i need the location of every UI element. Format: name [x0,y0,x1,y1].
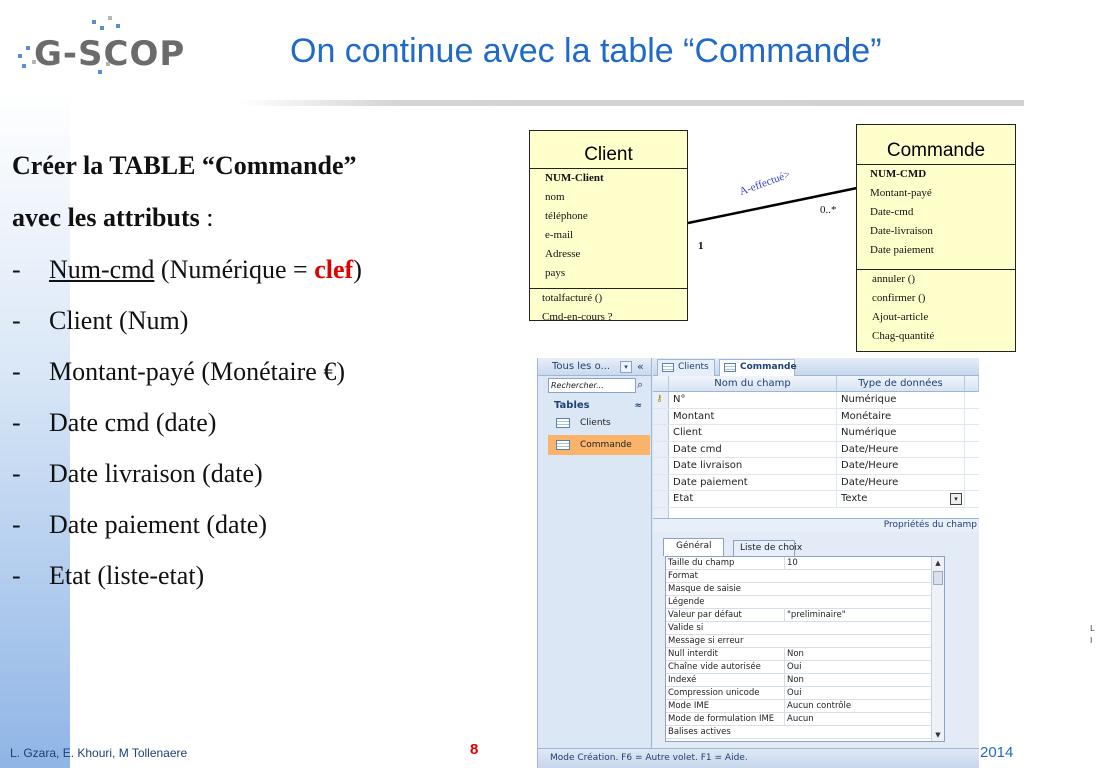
data-type-cell[interactable]: Numérique [837,392,965,408]
uml-attribute: pays [545,267,566,279]
property-row[interactable] [666,570,932,583]
bullet-dash: - [12,510,21,539]
intro-colon: : [199,203,214,232]
uml-operation: Cmd-en-cours ? [542,311,613,323]
uml-operation: Ajout-article [872,311,929,323]
document-tabs [653,358,979,376]
tab-label: Clients [678,362,709,372]
property-row[interactable] [666,557,932,570]
row-selector[interactable] [653,392,669,408]
table-row[interactable] [653,475,979,492]
field-name-cell[interactable]: Client [669,425,837,441]
tab-lookup[interactable]: Liste de choix [733,540,795,556]
bullet-dash: - [12,357,21,386]
scroll-down-icon[interactable]: ▼ [935,731,941,739]
table-icon [662,363,674,372]
row-selector-header [653,376,669,392]
bullet-etat [12,550,512,601]
table-row[interactable] [653,409,979,426]
field-name-cell[interactable]: Date cmd [669,442,837,458]
data-type-cell[interactable]: Date/Heure [837,442,965,458]
footer-authors: L. Gzara, E. Khouri, M Tollenaere [10,746,188,760]
property-name: Légende [668,597,705,607]
uml-attribute: NUM-CMD [870,168,927,180]
table-icon [556,418,570,428]
property-value[interactable]: Non [784,674,932,686]
bullet-dash: - [12,408,21,437]
scroll-thumb[interactable] [933,571,943,585]
uml-attributes [530,169,687,288]
group-collapse-icon[interactable]: ≈ [634,401,642,411]
property-name: Null interdit [668,649,718,659]
uml-attribute: Date-cmd [870,206,914,218]
nav-search-input[interactable]: Rechercher... [548,378,636,393]
uml-attribute: Montant-payé [870,187,932,199]
uml-attribute: nom [545,191,565,203]
bullet-date-livraison [12,448,512,499]
property-value[interactable]: Oui [784,687,932,699]
property-value[interactable]: 10 [784,557,932,569]
nav-dropdown-icon[interactable]: ▾ [620,361,632,373]
tab-general[interactable]: Général [663,538,724,556]
nav-header-label: Tous les o... [552,361,611,372]
page-number: 8 [470,741,479,758]
row-selector[interactable] [653,409,669,425]
multiplicity-client: 1 [698,240,704,252]
table-row[interactable] [653,491,979,508]
property-row[interactable] [666,635,932,648]
data-type-value: Texte [841,493,868,504]
property-name: Valeur par défaut [668,610,742,620]
help-text-fragment: L [1090,624,1095,633]
property-name: Masque de saisie [668,584,742,594]
intro-line-1: Créer la TABLE “Commande” [12,151,357,180]
property-row[interactable] [666,674,932,687]
table-row[interactable] [653,425,979,442]
table-row[interactable] [653,392,979,409]
property-value[interactable]: Oui [784,661,932,673]
property-value[interactable]: Aucun [784,713,932,725]
row-selector[interactable] [653,425,669,441]
tab-clients[interactable] [657,359,715,376]
field-name-cell[interactable]: Montant [669,409,837,425]
uml-operation: annuler () [872,273,916,285]
property-name: Chaîne vide autorisée [668,662,761,672]
field-name-cell[interactable]: Date livraison [669,458,837,474]
table-icon [724,363,736,372]
uml-attribute: e-mail [545,229,574,241]
property-row[interactable] [666,583,932,596]
row-selector[interactable] [653,491,669,507]
help-text-fragment: I [1090,636,1093,645]
property-name: Taille du champ [668,558,735,568]
scroll-up-icon[interactable]: ▲ [935,559,941,567]
field-design-grid [653,376,979,521]
property-row[interactable] [666,687,932,700]
field-name-cell[interactable]: N° [669,392,837,408]
logo-text: G-SCOP [34,34,186,74]
nav-header[interactable] [538,358,651,376]
property-name: Balises actives [668,727,731,737]
data-type-cell[interactable]: Date/Heure [837,475,965,491]
collapse-pane-icon[interactable]: « [637,360,644,373]
nav-item-label: Commande [580,440,632,450]
field-name-cell[interactable]: Date paiement [669,475,837,491]
data-type-cell[interactable] [837,491,965,507]
uml-attribute: Date-livraison [870,225,933,237]
uml-attributes [857,165,1015,269]
footer-year: 2014 [980,744,1014,761]
association-label: A-effectué> [737,168,792,198]
property-name: Mode de formulation IME [668,714,775,724]
uml-class-commande [856,124,1016,352]
primary-key-icon: ⚷ [656,394,663,404]
bullet-text: Date cmd (date) [49,408,217,437]
data-type-cell[interactable]: Monétaire [837,409,965,425]
bullet-dash: - [12,561,21,590]
property-value[interactable]: Non [784,648,932,660]
multiplicity-commande: 0..* [820,204,837,216]
uml-operation: confirmer () [872,292,926,304]
num-cmd-close: ) [353,255,362,284]
uml-operations [857,269,1015,346]
num-cmd-type: (Numérique = [154,255,315,284]
properties-table [665,556,945,742]
row-selector[interactable] [653,475,669,491]
tab-label: Commande [740,362,797,372]
property-name: Valide si [668,623,704,633]
bullet-dash: - [12,255,21,284]
column-header-data-type: Type de données [837,376,965,392]
bullet-text: Etat (liste-etat) [49,561,205,590]
table-row[interactable] [653,442,979,459]
property-name: Mode IME [668,701,710,711]
bullet-dash: - [12,306,21,335]
property-row[interactable] [666,596,932,609]
property-row[interactable] [666,661,932,674]
intro-bold: avec les attributs [12,203,200,232]
data-type-cell[interactable]: Date/Heure [837,458,965,474]
bullet-date-cmd [12,397,512,448]
bullet-text: Client (Num) [49,306,189,335]
property-name: Indexé [668,675,697,685]
tab-commande[interactable] [719,359,795,377]
field-properties-pane [653,532,1095,748]
uml-class-client [529,130,688,321]
uml-operations [530,288,687,327]
search-icon[interactable]: ⌕ [637,378,644,391]
bullet-date-paiement [12,499,512,550]
table-icon [556,440,570,450]
uml-class-name: Commande [857,125,1015,165]
column-header-extra [965,376,979,392]
nav-item-commande[interactable] [548,435,650,455]
property-row[interactable] [666,713,932,726]
property-row[interactable] [666,648,932,661]
nav-item-label: Clients [580,418,611,428]
uml-attribute: Adresse [545,248,581,260]
row-selector[interactable] [653,442,669,458]
bullet-text: Date paiement (date) [49,510,267,539]
num-cmd-underlined: Num-cmd [49,255,155,284]
uml-operation: Chag-quantité [872,330,935,342]
data-type-dropdown-icon[interactable]: ▾ [950,493,962,505]
property-row[interactable] [666,700,932,713]
uml-attribute: Date paiement [870,244,934,256]
uml-attribute: NUM-Client [545,172,604,184]
status-bar: Mode Création. F6 = Autre volet. F1 = Aide. [538,748,979,768]
table-row[interactable] [653,458,979,475]
clef-highlight: clef [314,255,354,284]
uml-attribute: téléphone [545,210,588,222]
column-header-field-name: Nom du champ [669,376,837,392]
property-row[interactable] [666,726,932,739]
bullet-text: Montant-payé (Monétaire €) [49,357,346,386]
properties-scrollbar[interactable] [931,557,944,741]
property-row[interactable] [666,609,932,622]
navigation-pane [538,358,652,748]
bullet-dash: - [12,459,21,488]
property-name: Compression unicode [668,688,760,698]
uml-class-name: Client [530,131,687,169]
property-name: Message si erreur [668,636,744,646]
slide-title: On continue avec la table “Commande” [290,32,882,70]
nav-group-tables[interactable] [548,399,650,413]
field-properties-title: Propriétés du champ [653,518,979,532]
field-name-cell[interactable]: Etat [669,491,837,507]
property-name: Format [668,571,698,581]
property-row[interactable] [666,622,932,635]
data-type-cell[interactable]: Numérique [837,425,965,441]
nav-group-label: Tables [554,400,590,411]
uml-operation: totalfacturé () [542,292,603,304]
row-selector[interactable] [653,458,669,474]
property-value[interactable]: "preliminaire" [784,609,932,621]
bullet-text: Date livraison (date) [49,459,263,488]
property-value[interactable]: Aucun contrôle [784,700,932,712]
nav-item-clients[interactable] [548,413,650,433]
